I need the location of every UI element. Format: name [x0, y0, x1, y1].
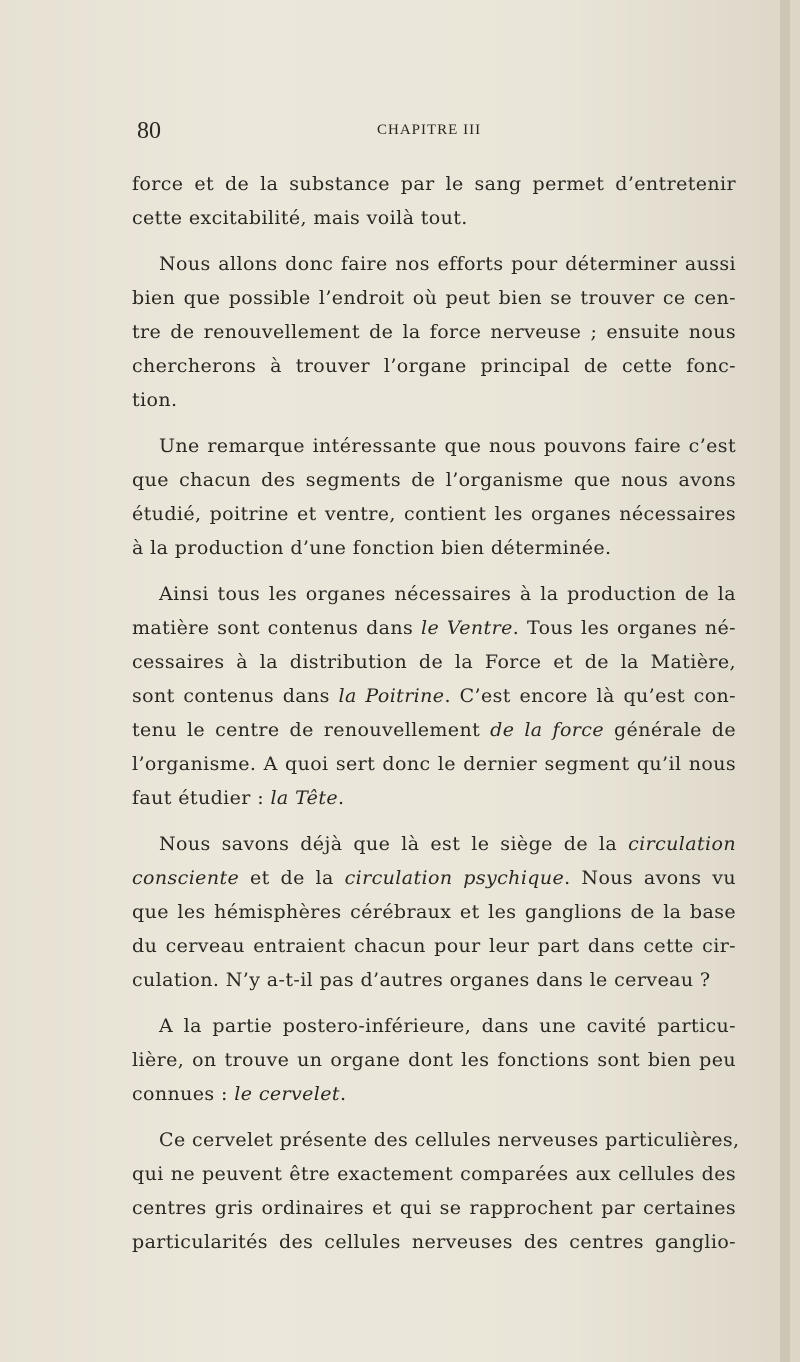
- text-line: qui ne peuvent être exactement comparées aux cellules des: [132, 1163, 736, 1185]
- text-line: culation. N’y a-t-il pas d’autres organes dans le cerveau ?: [132, 969, 711, 991]
- text-line: du cerveau entraient chacun pour leur part dans cette cir-: [132, 935, 736, 957]
- text-line: l’organisme. A quoi sert donc le dernier segment qu’il nous: [132, 753, 736, 775]
- text-line: connues : le cervelet.: [132, 1083, 347, 1105]
- text-line: tion.: [132, 389, 178, 411]
- text-line: Une remarque intéressante que nous pouvons faire c’est: [159, 435, 736, 457]
- text-line: que chacun des segments de l’organisme que nous avons: [132, 469, 736, 491]
- text-line: sont contenus dans la Poitrine. C’est encore là qu’est con-: [132, 685, 736, 707]
- text-line: faut étudier : la Tête.: [132, 787, 345, 809]
- text-line: A la partie postero-inférieure, dans une cavité particu-: [159, 1015, 736, 1037]
- text-line: consciente et de la circulation psychique. Nous avons vu: [132, 867, 737, 889]
- text-line: particularités des cellules nerveuses des centres ganglio-: [132, 1231, 736, 1253]
- text-line: cette excitabilité, mais voilà tout.: [132, 207, 468, 229]
- text-line: lière, on trouve un organe dont les fonctions sont bien peu: [132, 1049, 736, 1071]
- text-line: Nous savons déjà que là est le siège de la circulation: [159, 833, 736, 855]
- text-line: matière sont contenus dans le Ventre. Tous les organes né-: [132, 617, 737, 639]
- chapter-title: CHAPITRE III: [377, 122, 482, 138]
- page-number: 80: [137, 118, 161, 144]
- text-line: tre de renouvellement de la force nerveuse ; ensuite nous: [132, 321, 736, 343]
- text-line: Ce cervelet présente des cellules nerveuses particulières,: [159, 1129, 740, 1151]
- text-line: centres gris ordinaires et qui se rapprochent par certaines: [132, 1197, 736, 1219]
- text-line: bien que possible l’endroit où peut bien se trouver ce cen-: [132, 287, 736, 309]
- text-line: force et de la substance par le sang permet d’entretenir: [132, 173, 736, 195]
- text-line: Nous allons donc faire nos efforts pour déterminer aussi: [159, 253, 736, 275]
- text-line: Ainsi tous les organes nécessaires à la production de la: [159, 583, 736, 605]
- text-line: tenu le centre de renouvellement de la force générale de: [132, 719, 737, 741]
- text-line: étudié, poitrine et ventre, contient les organes nécessaires: [132, 503, 736, 525]
- text-line: cessaires à la distribution de la Force et de la Matière,: [132, 651, 736, 673]
- text-line: à la production d’une fonction bien déterminée.: [132, 537, 612, 559]
- text-line: que les hémisphères cérébraux et les ganglions de la base: [132, 901, 736, 923]
- page-header: [137, 118, 737, 148]
- text-line: chercherons à trouver l’organe principal de cette fonc-: [132, 355, 736, 377]
- page-edge: [780, 0, 790, 1362]
- body-text: [132, 167, 740, 1259]
